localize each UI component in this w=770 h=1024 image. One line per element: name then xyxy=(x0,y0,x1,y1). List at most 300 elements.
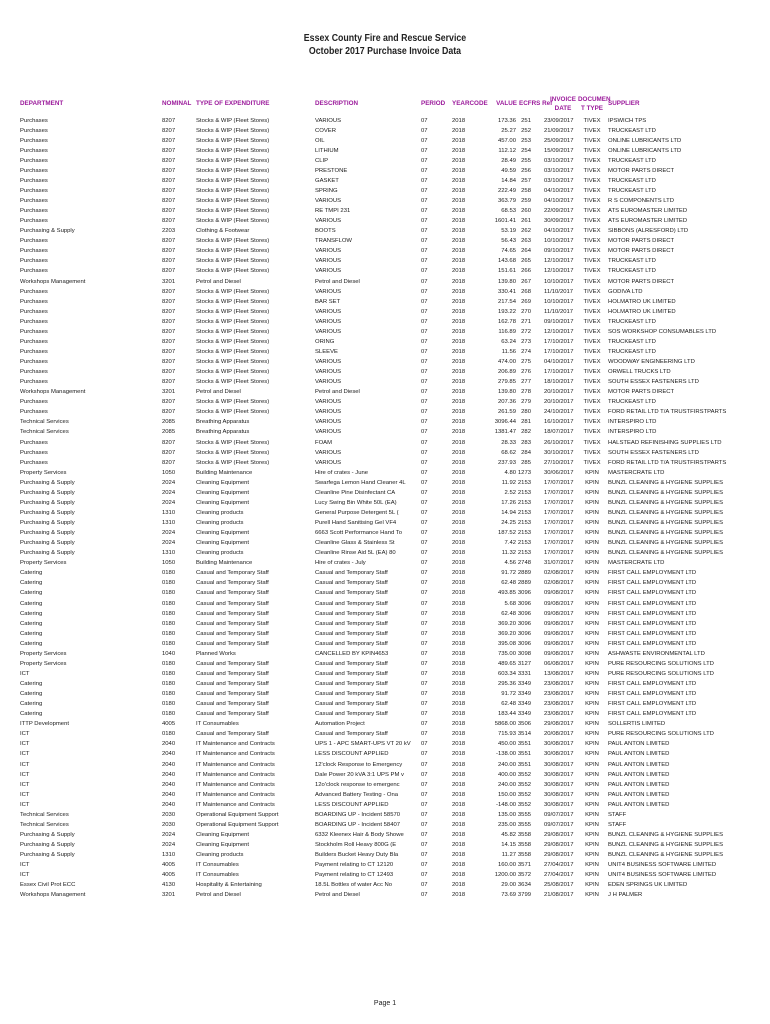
cell-type: Stocks & WIP (Fleet Stores) xyxy=(196,268,270,275)
cell-nominal: 2085 xyxy=(162,419,176,426)
cell-supplier: ONLINE LUBRICANTS LTD xyxy=(608,137,682,144)
cell-description: PRESTONE xyxy=(315,167,348,174)
cell-document-type: KPIN xyxy=(585,660,599,667)
cell-supplier: PAUL ANTON LIMITED xyxy=(608,801,670,808)
cell-ecfrs-ref: 3551 xyxy=(517,761,531,768)
cell-invoice-date: 11/10/2017 xyxy=(544,288,574,295)
cell-nominal: 0180 xyxy=(162,620,176,627)
header-type: TYPE OF EXPENDITURE xyxy=(196,100,270,107)
cell-ecfrs-ref: 3096 xyxy=(517,620,531,627)
cell-supplier: STAFF xyxy=(608,821,627,828)
cell-period: 07 xyxy=(421,791,428,798)
cell-invoice-date: 09/07/2017 xyxy=(544,811,574,818)
cell-period: 07 xyxy=(421,761,428,768)
cell-invoice-date: 04/10/2017 xyxy=(544,198,574,204)
cell-document-type: TIVEX xyxy=(583,167,601,174)
cell-nominal: 0180 xyxy=(162,681,176,687)
cell-period: 07 xyxy=(421,731,428,738)
cell-supplier: INTERSPIRO LTD xyxy=(608,429,657,436)
cell-type: Stocks & WIP (Fleet Stores) xyxy=(196,348,270,355)
cell-ecfrs-ref: 3571 xyxy=(517,862,531,869)
cell-document-type: TIVEX xyxy=(583,157,601,164)
cell-department: Purchases xyxy=(20,288,48,295)
cell-value: -148.00 xyxy=(496,801,516,808)
cell-invoice-date: 17/10/2017 xyxy=(544,369,574,376)
cell-value: 150.00 xyxy=(497,791,516,798)
cell-supplier: ORWELL TRUCKS LTD xyxy=(608,369,671,376)
table-row xyxy=(0,367,770,377)
cell-invoice-date: 11/10/2017 xyxy=(544,308,574,315)
cell-supplier: J H PALMER xyxy=(608,892,643,899)
cell-yearcode: 2018 xyxy=(452,399,466,406)
cell-type: Stocks & WIP (Fleet Stores) xyxy=(196,409,270,416)
cell-invoice-date: 24/10/2017 xyxy=(544,409,574,416)
cell-yearcode: 2018 xyxy=(452,117,466,124)
cell-supplier: BUNZL CLEANING & HYGIENE SUPPLIES xyxy=(608,852,724,859)
cell-invoice-date: 31/07/2017 xyxy=(544,560,574,567)
cell-yearcode: 2018 xyxy=(452,681,466,687)
cell-department: Purchases xyxy=(20,459,48,466)
cell-nominal: 8207 xyxy=(162,359,176,365)
cell-type: Cleaning products xyxy=(196,550,244,557)
cell-ecfrs-ref: 266 xyxy=(521,268,531,275)
cell-nominal: 1050 xyxy=(162,469,176,476)
cell-type: Stocks & WIP (Fleet Stores) xyxy=(196,308,270,315)
cell-description: Casual and Temporary Staff xyxy=(315,681,388,687)
cell-period: 07 xyxy=(421,640,428,647)
cell-nominal: 8207 xyxy=(162,409,176,416)
cell-department: Purchases xyxy=(20,439,48,446)
cell-period: 07 xyxy=(421,409,428,416)
cell-period: 07 xyxy=(421,318,428,325)
cell-yearcode: 2018 xyxy=(452,660,466,667)
cell-nominal: 2040 xyxy=(162,781,176,788)
cell-type: Stocks & WIP (Fleet Stores) xyxy=(196,147,270,154)
cell-ecfrs-ref: 271 xyxy=(521,318,531,325)
table-row xyxy=(0,498,770,508)
cell-value: 207.36 xyxy=(497,399,516,406)
cell-yearcode: 2018 xyxy=(452,469,466,476)
table-row xyxy=(0,307,770,317)
cell-description: VARIOUS xyxy=(315,459,342,466)
cell-yearcode: 2018 xyxy=(452,560,466,567)
cell-nominal: 2030 xyxy=(162,821,176,828)
cell-nominal: 2024 xyxy=(162,499,176,506)
cell-type: Stocks & WIP (Fleet Stores) xyxy=(196,338,270,345)
cell-period: 07 xyxy=(421,389,428,396)
cell-period: 07 xyxy=(421,852,428,859)
cell-supplier: TRUCKEAST LTD xyxy=(608,187,656,194)
cell-nominal: 2024 xyxy=(162,489,176,496)
table-row xyxy=(0,397,770,407)
cell-period: 07 xyxy=(421,278,428,285)
table-row xyxy=(0,689,770,699)
table-row xyxy=(0,478,770,488)
cell-nominal: 8207 xyxy=(162,177,176,184)
cell-description: Petrol and Diesel xyxy=(315,389,360,396)
cell-department: Purchases xyxy=(20,308,48,315)
cell-ecfrs-ref: 2153 xyxy=(517,479,531,486)
cell-yearcode: 2018 xyxy=(452,781,466,788)
cell-invoice-date: 30/06/2017 xyxy=(544,469,574,476)
cell-value: 28.33 xyxy=(501,439,516,446)
cell-nominal: 2024 xyxy=(162,540,176,547)
cell-document-type: TIVEX xyxy=(583,238,601,245)
cell-document-type: TIVEX xyxy=(583,369,601,376)
cell-department: Catering xyxy=(20,570,43,577)
cell-value: 261.59 xyxy=(497,409,516,416)
cell-yearcode: 2018 xyxy=(452,218,466,225)
cell-department: Purchases xyxy=(20,238,48,245)
table-row xyxy=(0,850,770,860)
cell-supplier: HALSTEAD REFINISHING SUPPLIES LTD xyxy=(608,439,722,446)
cell-department: ITTP Development xyxy=(20,721,70,728)
cell-description: Casual and Temporary Staff xyxy=(315,731,388,738)
cell-nominal: 8207 xyxy=(162,208,176,215)
cell-nominal: 2040 xyxy=(162,801,176,808)
cell-description: VARIOUS xyxy=(315,419,342,426)
cell-document-type: KPIN xyxy=(585,681,599,687)
table-row xyxy=(0,800,770,810)
table-row xyxy=(0,357,770,367)
cell-ecfrs-ref: 262 xyxy=(521,228,531,235)
cell-description: FOAM xyxy=(315,439,333,446)
cell-department: Purchases xyxy=(20,157,48,164)
cell-description: VARIOUS xyxy=(315,409,342,416)
table-row xyxy=(0,790,770,800)
cell-document-type: KPIN xyxy=(585,741,599,748)
cell-department: Purchasing & Supply xyxy=(20,479,75,486)
cell-value: 91.72 xyxy=(501,570,516,577)
cell-invoice-date: 23/08/2017 xyxy=(544,701,574,708)
cell-yearcode: 2018 xyxy=(452,640,466,647)
cell-type: Cleaning products xyxy=(196,509,244,516)
cell-invoice-date: 20/10/2017 xyxy=(544,389,574,396)
cell-yearcode: 2018 xyxy=(452,821,466,828)
header-yearcode: YEARCODE xyxy=(452,100,488,107)
cell-department: Catering xyxy=(20,580,43,587)
cell-department: Catering xyxy=(20,630,43,637)
cell-value: 2.52 xyxy=(504,489,516,496)
cell-period: 07 xyxy=(421,660,428,667)
cell-invoice-date: 17/07/2017 xyxy=(544,499,574,506)
cell-document-type: KPIN xyxy=(585,872,599,879)
cell-period: 07 xyxy=(421,711,428,718)
cell-document-type: TIVEX xyxy=(583,308,601,315)
cell-period: 07 xyxy=(421,620,428,627)
cell-department: ICT xyxy=(20,862,30,869)
cell-ecfrs-ref: 2153 xyxy=(517,530,531,537)
cell-value: 68.53 xyxy=(501,208,516,215)
cell-yearcode: 2018 xyxy=(452,288,466,295)
cell-description: VARIOUS xyxy=(315,258,342,265)
cell-department: Purchases xyxy=(20,167,48,174)
cell-type: IT Maintenance and Contracts xyxy=(196,751,275,758)
cell-department: Purchases xyxy=(20,449,48,456)
cell-yearcode: 2018 xyxy=(452,278,466,285)
cell-period: 07 xyxy=(421,751,428,758)
cell-invoice-date: 25/08/2017 xyxy=(544,882,574,889)
cell-invoice-date: 15/09/2017 xyxy=(544,147,574,154)
cell-description: Casual and Temporary Staff xyxy=(315,600,388,607)
cell-type: Breathing Apparatus xyxy=(196,429,250,436)
header-document-type: DOCUMEN T TYPE xyxy=(578,96,611,112)
cell-ecfrs-ref: 269 xyxy=(521,298,531,305)
cell-value: 474.00 xyxy=(497,359,516,365)
cell-supplier: PAUL ANTON LIMITED xyxy=(608,761,670,768)
table-row xyxy=(0,186,770,196)
cell-period: 07 xyxy=(421,882,428,889)
cell-type: Stocks & WIP (Fleet Stores) xyxy=(196,198,270,204)
cell-yearcode: 2018 xyxy=(452,359,466,365)
cell-period: 07 xyxy=(421,359,428,365)
cell-value: 68.62 xyxy=(501,449,516,456)
cell-value: 237.93 xyxy=(497,459,516,466)
cell-invoice-date: 10/10/2017 xyxy=(544,298,574,305)
table-row xyxy=(0,629,770,639)
cell-invoice-date: 04/10/2017 xyxy=(544,187,574,194)
cell-invoice-date: 13/08/2017 xyxy=(544,670,574,677)
cell-type: Operational Equipment Support xyxy=(196,811,279,818)
cell-document-type: KPIN xyxy=(585,862,599,869)
cell-supplier: TRUCKEAST LTD xyxy=(608,258,656,265)
cell-supplier: ATS EUROMASTER LIMITED xyxy=(608,218,688,225)
cell-department: Catering xyxy=(20,691,43,698)
cell-supplier: SOS WORKSHOP CONSUMABLES LTD xyxy=(608,328,717,335)
cell-supplier: TRUCKEAST LTD xyxy=(608,127,656,134)
cell-supplier: IPSWICH TPS xyxy=(608,117,647,124)
cell-value: 11.32 xyxy=(501,550,516,557)
cell-value: 63.24 xyxy=(501,338,516,345)
cell-supplier: SOUTH ESSEX FASTENERS LTD xyxy=(608,449,699,456)
cell-type: Casual and Temporary Staff xyxy=(196,570,269,577)
cell-type: IT Consumables xyxy=(196,862,239,869)
cell-supplier: ASHWASTE ENVIRONMENTAL LTD xyxy=(608,650,705,657)
cell-type: Casual and Temporary Staff xyxy=(196,640,269,647)
cell-ecfrs-ref: 3096 xyxy=(517,610,531,617)
cell-yearcode: 2018 xyxy=(452,268,466,275)
cell-department: Purchasing & Supply xyxy=(20,228,75,235)
cell-invoice-date: 22/09/2017 xyxy=(544,208,574,215)
cell-type: Casual and Temporary Staff xyxy=(196,660,269,667)
cell-document-type: KPIN xyxy=(585,852,599,859)
cell-department: Purchases xyxy=(20,338,48,345)
cell-department: Purchases xyxy=(20,198,48,204)
table-row xyxy=(0,568,770,578)
cell-nominal: 1310 xyxy=(162,520,176,526)
cell-period: 07 xyxy=(421,258,428,265)
cell-document-type: TIVEX xyxy=(583,187,601,194)
table-row xyxy=(0,277,770,287)
cell-nominal: 2040 xyxy=(162,761,176,768)
cell-ecfrs-ref: 285 xyxy=(521,459,531,466)
cell-description: Casual and Temporary Staff xyxy=(315,610,388,617)
cell-value: 53.19 xyxy=(501,228,516,235)
cell-department: ICT xyxy=(20,670,30,677)
cell-yearcode: 2018 xyxy=(452,630,466,637)
cell-yearcode: 2018 xyxy=(452,248,466,255)
cell-period: 07 xyxy=(421,570,428,577)
cell-nominal: 1040 xyxy=(162,650,176,657)
cell-period: 07 xyxy=(421,157,428,164)
cell-document-type: TIVEX xyxy=(583,338,601,345)
cell-ecfrs-ref: 3096 xyxy=(517,590,531,597)
cell-period: 07 xyxy=(421,177,428,184)
cell-value: 4.80 xyxy=(504,469,516,476)
cell-yearcode: 2018 xyxy=(452,620,466,627)
cell-ecfrs-ref: 2748 xyxy=(517,560,531,567)
table-row xyxy=(0,840,770,850)
cell-period: 07 xyxy=(421,681,428,687)
cell-period: 07 xyxy=(421,248,428,255)
cell-supplier: HOLMATRO UK LIMITED xyxy=(608,298,676,305)
cell-nominal: 3201 xyxy=(162,892,176,899)
cell-value: 74.65 xyxy=(501,248,516,255)
cell-document-type: KPIN xyxy=(585,670,599,677)
cell-invoice-date: 17/07/2017 xyxy=(544,520,574,526)
cell-ecfrs-ref: 284 xyxy=(521,449,531,456)
table-row xyxy=(0,548,770,558)
table-row xyxy=(0,760,770,770)
cell-supplier: STAFF xyxy=(608,811,627,818)
cell-value: 173.36 xyxy=(497,117,516,124)
cell-document-type: KPIN xyxy=(585,781,599,788)
cell-type: IT Consumables xyxy=(196,721,239,728)
cell-description: LESS DISCOUNT APPLIED xyxy=(315,751,389,758)
cell-type: Cleaning Equipment xyxy=(196,499,250,506)
cell-value: 603.34 xyxy=(497,670,516,677)
cell-description: VARIOUS xyxy=(315,449,342,456)
cell-invoice-date: 26/10/2017 xyxy=(544,439,574,446)
cell-nominal: 8207 xyxy=(162,248,176,255)
cell-nominal: 2024 xyxy=(162,479,176,486)
cell-document-type: KPIN xyxy=(585,791,599,798)
cell-description: VARIOUS xyxy=(315,379,342,386)
cell-description: General Purpose Detergent 5L ( xyxy=(315,509,399,516)
cell-period: 07 xyxy=(421,509,428,516)
table-row xyxy=(0,820,770,830)
cell-nominal: 2040 xyxy=(162,741,176,748)
cell-department: Workshops Management xyxy=(20,278,86,285)
cell-department: Purchasing & Supply xyxy=(20,831,75,838)
cell-document-type: TIVEX xyxy=(583,439,601,446)
cell-description: 6332 Kleenex Hair & Body Showe xyxy=(315,831,404,838)
cell-period: 07 xyxy=(421,842,428,848)
cell-department: Catering xyxy=(20,701,43,708)
cell-value: 14.15 xyxy=(501,842,516,848)
cell-yearcode: 2018 xyxy=(452,187,466,194)
cell-type: IT Maintenance and Contracts xyxy=(196,791,275,798)
cell-period: 07 xyxy=(421,811,428,818)
cell-type: Casual and Temporary Staff xyxy=(196,620,269,627)
cell-yearcode: 2018 xyxy=(452,379,466,386)
cell-yearcode: 2018 xyxy=(452,419,466,426)
cell-yearcode: 2018 xyxy=(452,429,466,436)
cell-yearcode: 2018 xyxy=(452,610,466,617)
cell-supplier: MOTOR PARTS DIRECT xyxy=(608,167,675,174)
cell-department: Technical Services xyxy=(20,811,69,818)
cell-value: 45.82 xyxy=(501,831,516,838)
cell-ecfrs-ref: 282 xyxy=(521,429,531,436)
cell-yearcode: 2018 xyxy=(452,198,466,204)
cell-value: 240.00 xyxy=(497,781,516,788)
cell-nominal: 0180 xyxy=(162,731,176,738)
table-row xyxy=(0,438,770,448)
cell-period: 07 xyxy=(421,228,428,235)
cell-value: 279.85 xyxy=(497,379,516,386)
cell-yearcode: 2018 xyxy=(452,862,466,869)
cell-yearcode: 2018 xyxy=(452,811,466,818)
cell-department: Purchasing & Supply xyxy=(20,530,75,537)
cell-ecfrs-ref: 2153 xyxy=(517,489,531,496)
cell-type: Stocks & WIP (Fleet Stores) xyxy=(196,137,270,144)
cell-type: Petrol and Diesel xyxy=(196,892,241,899)
table-row xyxy=(0,407,770,417)
cell-yearcode: 2018 xyxy=(452,348,466,355)
cell-yearcode: 2018 xyxy=(452,741,466,748)
cell-document-type: KPIN xyxy=(585,731,599,738)
cell-value: 62.48 xyxy=(501,580,516,587)
cell-invoice-date: 06/08/2017 xyxy=(544,660,574,667)
cell-invoice-date: 10/10/2017 xyxy=(544,238,574,245)
cell-invoice-date: 18/10/2017 xyxy=(544,379,574,386)
table-row xyxy=(0,327,770,337)
cell-period: 07 xyxy=(421,338,428,345)
table-row xyxy=(0,709,770,719)
cell-type: Casual and Temporary Staff xyxy=(196,580,269,587)
cell-type: Stocks & WIP (Fleet Stores) xyxy=(196,379,270,386)
table-row xyxy=(0,659,770,669)
cell-department: ICT xyxy=(20,731,30,738)
table-row xyxy=(0,266,770,276)
cell-department: Technical Services xyxy=(20,821,69,828)
cell-value: 3096.44 xyxy=(494,419,516,426)
cell-department: Purchases xyxy=(20,177,48,184)
cell-description: Payment relating to CT 12493 xyxy=(315,872,394,879)
cell-value: 25.27 xyxy=(501,127,516,134)
cell-ecfrs-ref: 3096 xyxy=(517,640,531,647)
cell-supplier: TRUCKEAST LTD xyxy=(608,318,656,325)
cell-yearcode: 2018 xyxy=(452,489,466,496)
cell-department: Purchases xyxy=(20,258,48,265)
cell-value: 11.27 xyxy=(501,852,516,859)
cell-description: VARIOUS xyxy=(315,359,342,365)
cell-value: 28.49 xyxy=(501,157,516,164)
cell-nominal: 8207 xyxy=(162,147,176,154)
cell-description: Casual and Temporary Staff xyxy=(315,580,388,587)
cell-invoice-date: 30/10/2017 xyxy=(544,449,574,456)
cell-description: Builders Bucket Heavy Duty Bla xyxy=(315,852,399,859)
cell-period: 07 xyxy=(421,670,428,677)
cell-description: BOARDING UP - Incident 58407 xyxy=(315,821,401,828)
cell-ecfrs-ref: 3098 xyxy=(517,650,531,657)
cell-yearcode: 2018 xyxy=(452,389,466,396)
cell-ecfrs-ref: 273 xyxy=(521,338,531,345)
table-row xyxy=(0,870,770,880)
cell-nominal: 8207 xyxy=(162,298,176,305)
header-invoice-date: INVOICE DATE xyxy=(550,96,576,112)
cell-department: Technical Services xyxy=(20,429,69,436)
cell-document-type: TIVEX xyxy=(583,449,601,456)
cell-description: VARIOUS xyxy=(315,268,342,275)
cell-document-type: KPIN xyxy=(585,811,599,818)
cell-yearcode: 2018 xyxy=(452,670,466,677)
cell-document-type: TIVEX xyxy=(583,208,601,215)
cell-ecfrs-ref: 2153 xyxy=(517,509,531,516)
cell-ecfrs-ref: 283 xyxy=(521,439,531,446)
cell-description: CLIP xyxy=(315,157,329,164)
cell-type: Stocks & WIP (Fleet Stores) xyxy=(196,318,270,325)
